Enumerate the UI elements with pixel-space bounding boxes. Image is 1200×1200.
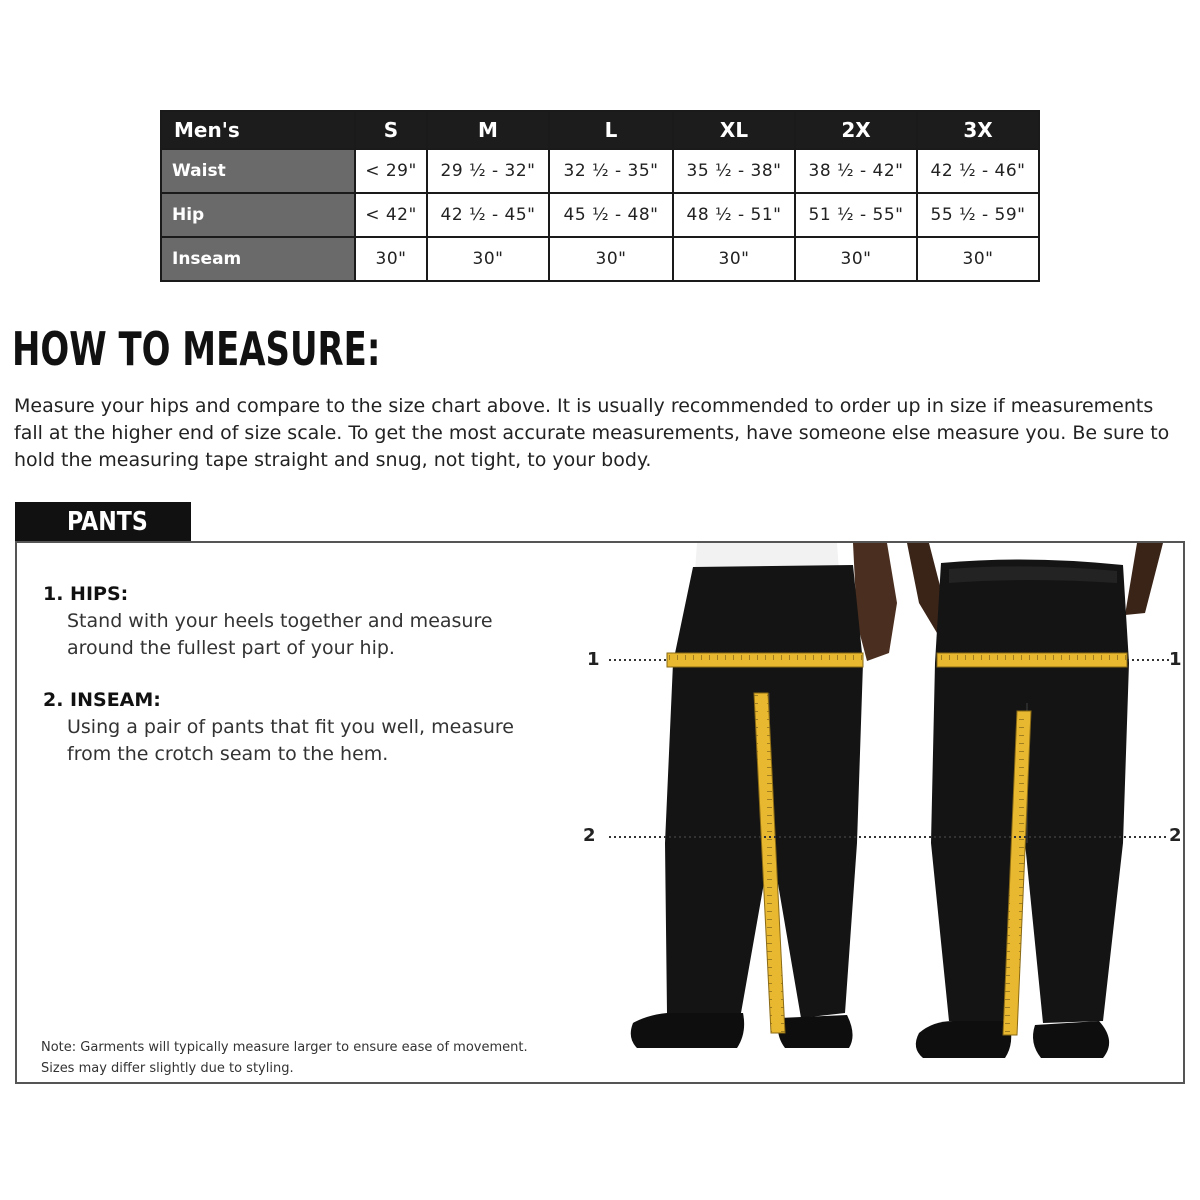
table-cell: 42 ½ - 46" (917, 149, 1039, 193)
header-cell-l: L (549, 111, 673, 149)
row-label-waist: Waist (161, 149, 355, 193)
marker-1-right: 1 (1169, 649, 1182, 670)
step-inseam (43, 687, 563, 768)
table-cell: 35 ½ - 38" (673, 149, 795, 193)
table-cell: 38 ½ - 42" (795, 149, 917, 193)
table-cell: 51 ½ - 55" (795, 193, 917, 237)
table-cell: 30" (795, 237, 917, 281)
table-cell: < 42" (355, 193, 427, 237)
header-cell-3x: 3X (917, 111, 1039, 149)
table-cell: 29 ½ - 32" (427, 149, 549, 193)
header-cell-s: S (355, 111, 427, 149)
table-cell: < 29" (355, 149, 427, 193)
table-cell: 32 ½ - 35" (549, 149, 673, 193)
right-person-figure (907, 543, 1163, 1058)
step-hips-title: 1. HIPS: (43, 583, 129, 605)
pants-tab-label: PANTS (67, 507, 148, 537)
garment-note: Note: Garments will typically measure larger to ensure ease of movement. Sizes may differ slightly due to styling. (41, 1040, 528, 1076)
table-cell: 30" (427, 237, 549, 281)
header-cell-m: M (427, 111, 549, 149)
table-cell: 30" (549, 237, 673, 281)
table-cell: 55 ½ - 59" (917, 193, 1039, 237)
how-to-measure-text: Measure your hips and compare to the size chart above. It is usually recommended to order up in size if measurements fall at the higher end of size scale. To get the most accurate measurements, have someone else measure you. Be sure to hold the measuring tape straight and snug, not tight, to your body. (14, 395, 1170, 471)
step-inseam-title: 2. INSEAM: (43, 689, 161, 711)
how-to-measure-heading: HOW TO MEASURE: (12, 322, 381, 376)
marker-2-right: 2 (1169, 825, 1182, 846)
table-cell: 48 ½ - 51" (673, 193, 795, 237)
step-inseam-desc: Using a pair of pants that fit you well, measure from the crotch seam to the hem. (67, 716, 514, 765)
header-cell-xl: XL (673, 111, 795, 149)
hip-tape-right (937, 653, 1127, 667)
pants-panel (15, 541, 1185, 1084)
size-table-header-row (161, 111, 1039, 149)
pants-measurement-illustration (557, 543, 1185, 1084)
table-row-waist (161, 149, 1039, 193)
size-chart-table (160, 110, 1040, 282)
table-row-hip (161, 193, 1039, 237)
pants-section-tab (15, 502, 191, 542)
step-hips-desc: Stand with your heels together and measure around the fullest part of your hip. (67, 610, 493, 659)
table-cell: 30" (673, 237, 795, 281)
table-row-inseam (161, 237, 1039, 281)
hip-tape-left (667, 653, 863, 667)
row-label-inseam: Inseam (161, 237, 355, 281)
header-cell-2x: 2X (795, 111, 917, 149)
table-cell: 30" (355, 237, 427, 281)
marker-1-left: 1 (587, 649, 600, 670)
row-label-hip: Hip (161, 193, 355, 237)
table-cell: 45 ½ - 48" (549, 193, 673, 237)
table-cell: 30" (917, 237, 1039, 281)
header-cell-mens: Men's (161, 111, 355, 149)
step-hips (43, 581, 563, 662)
table-cell: 42 ½ - 45" (427, 193, 549, 237)
marker-2-left: 2 (583, 825, 596, 846)
